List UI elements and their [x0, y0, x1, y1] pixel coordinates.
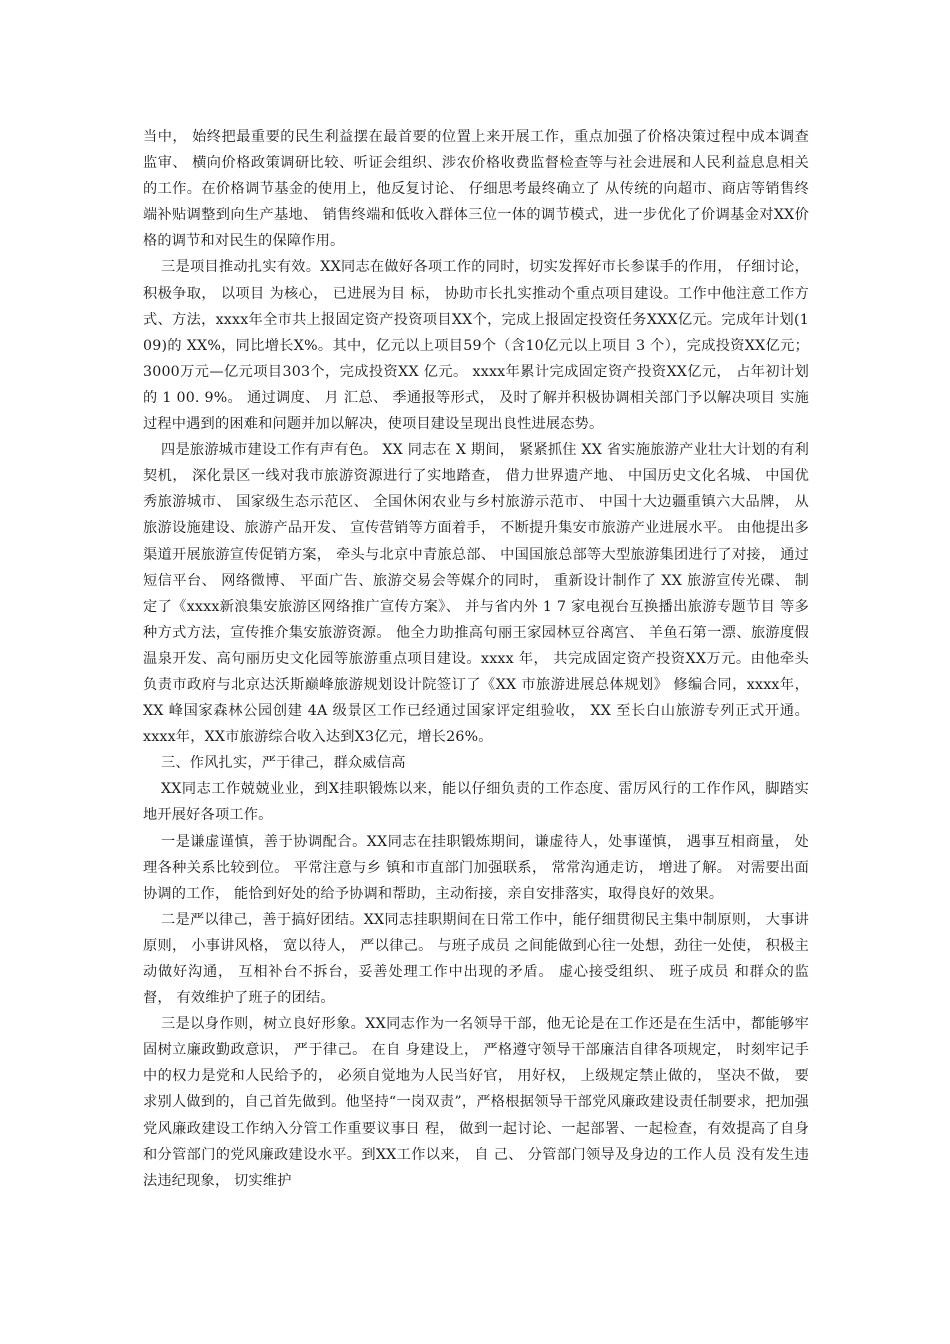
paragraph-coordination: 一是谦虚谨慎，善于协调配合。XX同志在挂职锻炼期间，谦虚待人，处事谨慎， 遇事互相商量， 处理各种关系比较到位。 平常注意与乡 镇和市直部门加强联系， 常常沟通走访， 增进了解。 对需要出面协调的工作， 能恰到好处的给予协调和帮助，主动衔接，亲自安排落实，取得良好的效果。: [143, 833, 809, 902]
paragraph-tourism-city: 四是旅游城市建设工作有声有色。 XX 同志在 X 期间， 紧紧抓住 XX 省实施旅游产业壮大计划的有利契机， 深化景区一线对我市旅游资源进行了实地踏查， 借力世界遗产地、 中国历史文化名城、 中国优秀旅游城市、 国家级生态示范区、 全国休闲农业与乡村旅游示范市、 中国十大边疆重镇六大品牌， 从旅游设施建设、旅游产品开发、 宣传营销等方面着手， 不断提升集安市旅游产业进展水平。 由他提出多渠道开展旅游宣传促销方案， 牵头与北京中青旅总部、 中国国旅总部等大型旅游集团进行了对接， 通过短信平台、 网络微博、 平面广告、旅游交易会等媒介的同时， 重新设计制作了 XX 旅游宣传光碟、 制定了《xxxx新浪集安旅游区网络推广宣传方案》、 并与省内外 1 7 家电视台互换播出旅游专题节目 等多种方式方法，宣传推介集安旅游资源。 他全力助推高句丽王家园林豆谷离宫、 羊鱼石第一漂、旅游度假温泉开发、高句丽历史文化园等旅游重点项目建设。xxxx 年， 共完成固定资产投资XX万元。由他牵头负责市政府与北京达沃斯巅峰旅游规划设计院签订了《XX 市旅游进展总体规划》 修编合同，xxxx年， XX 峰国家森林公园创建 4A 级景区工作已经通过国家评定组验收， XX 至长白山旅游专列正式开通。xxxx年，XX市旅游综合收入达到X3亿元，增长26%。: [143, 442, 809, 746]
document-body: [143, 124, 809, 1194]
paragraph-price-work: 当中， 始终把最重要的民生利益摆在最首要的位置上来开展工作，重点加强了价格决策过程中成本调查监审、 横向价格政策调研比较、听证会组织、涉农价格收费监督检查等与社会进展和人民利益息息相关的工作。在价格调节基金的使用上，他反复讨论、 仔细思考最终确立了 从传统的向超市、商店等销售终端补贴调整到向生产基地、 销售终端和低收入群体三位一体的调节模式，进一步优化了价调基金对XX价格的调节和对民生的保障作用。: [143, 129, 809, 250]
paragraph-leading-by-example: 三是以身作则，树立良好形象。XX同志作为一名领导干部，他无论是在工作还是在生活中，都能够牢固树立廉政勤政意识， 严于律己。 在自 身建设上， 严格遵守领导干部廉洁自律各项规定， 时刻牢记手中的权力是党和人民给予的， 必须自觉地为人民当好官， 用好权， 上级规定禁止做的， 坚决不做， 要求别人做到的，自己首先做到。他坚持“一岗双责”，严格根据领导干部党风廉政建设责任制要求，把加强党风廉政建设工作纳入分管工作重要议事日 程， 做到一起讨论、一起部署、一起检查，有效提高了自身和分管部门的党风廉政建设水平。到XX工作以来， 自 己、 分管部门领导及身边的工作人员 没有发生违法违纪现象， 切实维护: [143, 1016, 809, 1189]
paragraph-self-discipline: 二是严以律己，善于搞好团结。XX同志挂职期间在日常工作中，能仔细贯彻民主集中制原则， 大事讲原则， 小事讲风格， 宽以待人， 严以律己。 与班子成员 之间能做到心往一处想，劲往一处使， 积极主动做好沟通， 互相补台不拆台，妥善处理工作中出现的矛盾。 虚心接受组织、 班子成员 和群众的监督， 有效维护了班子的团结。: [143, 911, 809, 1007]
paragraph-work-style-intro: XX同志工作兢兢业业，到X挂职锻炼以来，能以仔细负责的工作态度、雷厉风行的工作作风，脚踏实地开展好各项工作。: [143, 781, 809, 824]
section-heading-work-style: 三、作风扎实，严于律己，群众威信高: [161, 755, 406, 772]
paragraph-project-promotion: 三是项目推动扎实有效。XX同志在做好各项工作的同时，切实发挥好市长参谋手的作用， 仔细讨论， 积极争取， 以项目 为核心， 已进展为目 标， 协助市长扎实推动个重点项目建设。工作中他注意工作方式、方法，xxxx年全市共上报固定资产投资项目XX个，完成上报固定投资任务XXX亿元。完成年计划(1 09)的 XX%，同比增长X%。其中，亿元以上项目59个（含10亿元以上项目 3 个），完成投资XX亿元；3000万元—亿元项目303个，完成投资XX 亿元。 xxxx年累计完成固定资产投资XX亿元， 占年初计划的 1 00. 9%。 通过调度、 月 汇总、 季通报等形式， 及时了解并积极协调相关部门予以解决项目 实施过程中遇到的困难和问题并加以解决，使项目建设呈现出良性进展态势。: [143, 259, 809, 433]
